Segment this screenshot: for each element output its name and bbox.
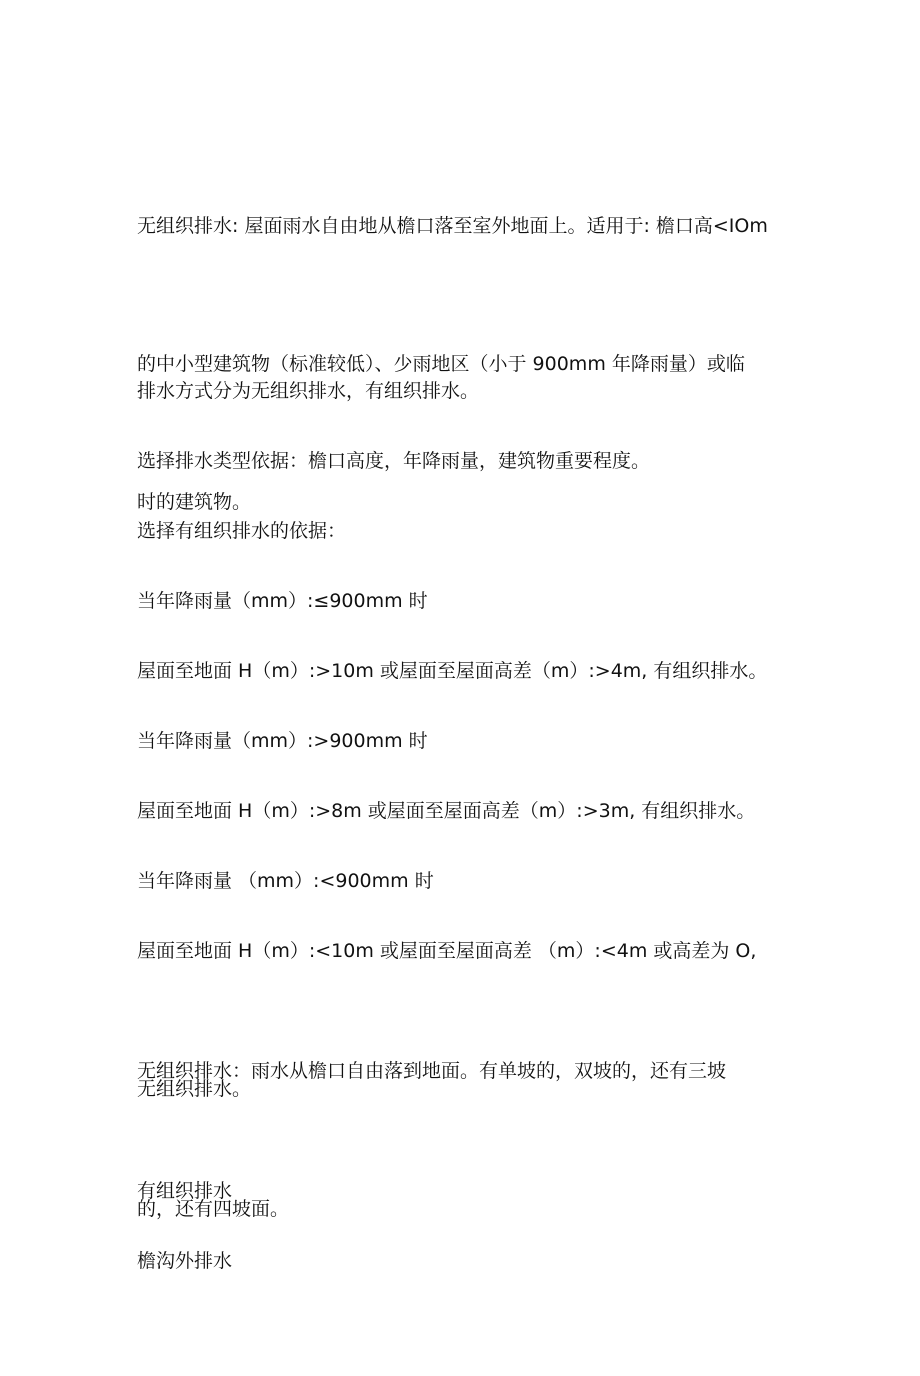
text-line: 时的建筑物。 — [137, 491, 252, 513]
text-line: 无组织排水：雨水从檐口自由落到地面。有单坡的，双坡的，还有三坡 — [137, 1060, 727, 1082]
text-line: 有组织排水 — [137, 1180, 233, 1202]
text-line: 选择有组织排水的依据： — [137, 520, 347, 542]
text-line: 选择排水类型依据：檐口高度，年降雨量，建筑物重要程度。 — [137, 450, 651, 472]
text-line: 无组织排水: 屋面雨水自由地从檐口落至室外地面上。适用于: 檐口高<IOm — [137, 215, 768, 237]
text-line: 当年降雨量（mm）:≤900mm 时 — [137, 590, 428, 612]
text-line: 无组织排水。 — [137, 1078, 252, 1100]
text-line: 屋面至地面 H（m）:<10m 或屋面至屋面高差 （m）:<4m 或高差为 O, — [137, 940, 757, 962]
heading-gutter-external-drainage — [137, 1146, 797, 1376]
text-line: 当年降雨量 （mm）:<900mm 时 — [137, 870, 434, 892]
text-line: 排水方式分为无组织排水，有组织排水。 — [137, 380, 480, 402]
text-line: 屋面至地面 H（m）:>8m 或屋面至屋面高差（m）:>3m, 有组织排水。 — [137, 800, 756, 822]
text-line: 当年降雨量（mm）:>900mm 时 — [137, 730, 428, 752]
text-line: 的，还有四坡面。 — [137, 1198, 290, 1220]
text-line: 屋面至地面 H（m）:>10m 或屋面至屋面高差（m）:>4m, 有组织排水。 — [137, 660, 768, 682]
text-line: 的中小型建筑物（标准较低）、少雨地区（小于 900mm 年降雨量）或临 — [137, 353, 745, 375]
text-line: 檐沟外排水 — [137, 1250, 233, 1272]
